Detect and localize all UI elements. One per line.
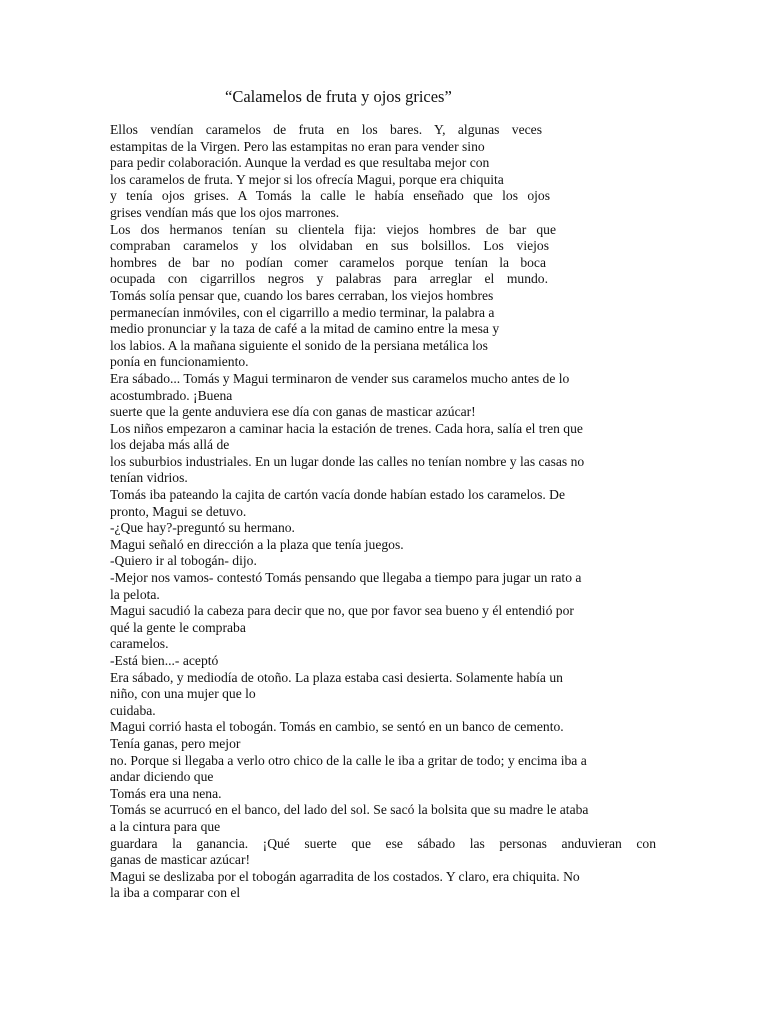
- text-line: Tomás era una nena.: [110, 785, 222, 801]
- text-line: ocupada con cigarrillos negros y palabras para arreglar el mundo.: [110, 271, 548, 287]
- text-line: estampitas de la Virgen. Pero las estampitas no eran para vender sino: [110, 138, 485, 154]
- text-line: Ellos vendían caramelos de fruta en los bares. Y, algunas veces: [110, 122, 542, 137]
- text-line: Los dos hermanos tenían su clientela fija: viejos hombres de bar que: [110, 221, 556, 237]
- text-line: acostumbrado. ¡Buena: [110, 387, 233, 403]
- text-line: grises vendían más que los ojos marrones.: [110, 204, 340, 220]
- text-line: a la cintura para que: [110, 818, 221, 834]
- text-line: -Mejor nos vamos- contestó Tomás pensando que llegaba a tiempo para jugar un rato a: [110, 570, 582, 586]
- text-line: Tomás iba pateando la cajita de cartón vacía donde habían estado los caramelos. De: [110, 487, 566, 503]
- text-line: tenían vidrios.: [110, 470, 188, 486]
- text-line: ganas de masticar azúcar!: [110, 852, 251, 868]
- text-line: Tomás se acurrucó en el banco, del lado del sol. Se sacó la bolsita que su madre le ataba: [110, 802, 589, 818]
- text-line: -Está bien...- aceptó: [110, 653, 219, 668]
- text-line: hombres de bar no podían comer caramelos porque tenían la boca: [110, 254, 546, 270]
- text-line: y tenía ojos grises. A Tomás la calle le había enseñado que los ojos: [110, 188, 550, 204]
- text-line: los dejaba más allá de: [110, 437, 230, 453]
- text-line: la pelota.: [110, 586, 160, 602]
- text-line: medio pronunciar y la taza de café a la mitad de camino entre la mesa y: [110, 321, 500, 337]
- document-title: “Calamelos de fruta y ojos grices”: [225, 87, 452, 106]
- text-line: Era sábado... Tomás y Magui terminaron de vender sus caramelos mucho antes de lo: [110, 370, 570, 386]
- text-line: no. Porque si llegaba a verlo otro chico de la calle le iba a gritar de todo; y encima iba a: [110, 752, 587, 768]
- text-line: Tenía ganas, pero mejor: [110, 735, 241, 751]
- text-line: -Quiero ir al tobogán- dijo.: [110, 553, 257, 569]
- text-line: para pedir colaboración. Aunque la verdad es que resultaba mejor con: [110, 155, 490, 171]
- document-body: [110, 122, 656, 902]
- text-line: la iba a comparar con el: [110, 885, 241, 901]
- text-line: ponía en funcionamiento.: [110, 354, 249, 370]
- text-line: pronto, Magui se detuvo.: [110, 503, 247, 519]
- text-line: Magui se deslizaba por el tobogán agarradita de los costados. Y claro, era chiquita. No: [110, 868, 580, 884]
- text-line: caramelos.: [110, 636, 169, 652]
- text-line: Magui sacudió la cabeza para decir que no, que por favor sea bueno y él entendió por: [110, 603, 574, 619]
- text-line: Los niños empezaron a caminar hacia la estación de trenes. Cada hora, salía el tren que: [110, 420, 583, 436]
- text-line: permanecían inmóviles, con el cigarrillo a medio terminar, la palabra a: [110, 304, 495, 320]
- text-line: compraban caramelos y los olvidaban en sus bolsillos. Los viejos: [110, 238, 549, 254]
- text-line: los suburbios industriales. En un lugar donde las calles no tenían nombre y las casas no: [110, 453, 585, 469]
- text-line: Tomás solía pensar que, cuando los bares cerraban, los viejos hombres: [110, 287, 494, 303]
- text-line: niño, con una mujer que lo: [110, 686, 256, 702]
- text-line: cuidaba.: [110, 702, 156, 718]
- text-line: suerte que la gente anduviera ese día con ganas de masticar azúcar!: [110, 404, 476, 420]
- text-line: -¿Que hay?-preguntó su hermano.: [110, 520, 295, 536]
- text-line: qué la gente le compraba: [110, 619, 246, 635]
- text-line: los caramelos de fruta. Y mejor si los ofrecía Magui, porque era chiquita: [110, 171, 504, 187]
- text-line: guardara la ganancia. ¡Qué suerte que ese sábado las personas anduvieran con: [110, 835, 656, 851]
- text-line: los labios. A la mañana siguiente el sonido de la persiana metálica los: [110, 337, 488, 353]
- text-line: Era sábado, y mediodía de otoño. La plaza estaba casi desierta. Solamente había un: [110, 669, 563, 685]
- text-line: Magui señaló en dirección a la plaza que tenía juegos.: [110, 536, 404, 552]
- text-line: andar diciendo que: [110, 769, 214, 785]
- text-line: Magui corrió hasta el tobogán. Tomás en cambio, se sentó en un banco de cemento.: [110, 719, 564, 735]
